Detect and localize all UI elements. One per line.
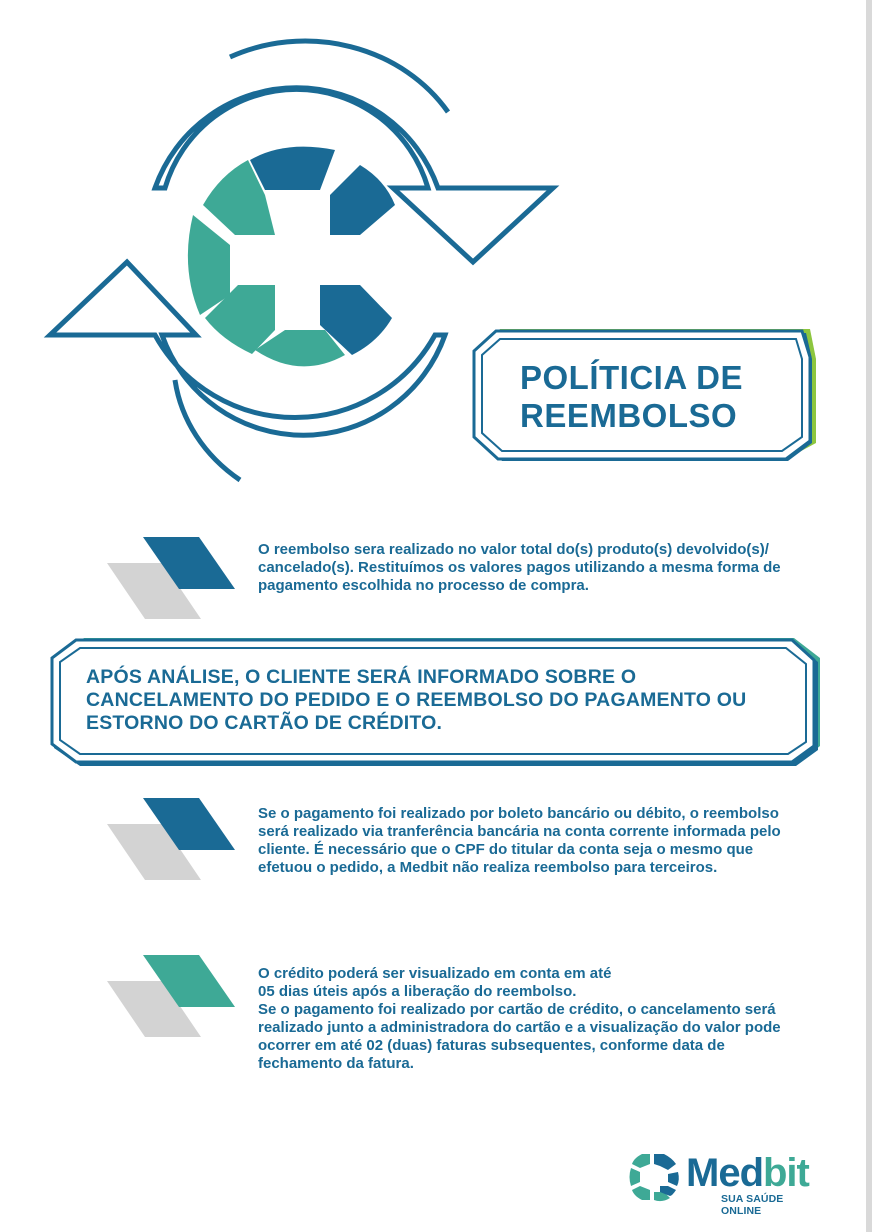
paragraph-credit-card: O crédito poderá ser visualizado em conta em até 05 dias úteis após a liberação do reembolso. Se o pagamento foi realizado por cartão de crédito, o cancelamento será realizado junto a administradora do cartão e a visualização do valor pode ocorrer em até 02 (duas) faturas subsequentes, conforme data de fechamento da fatura. — [258, 965, 781, 1072]
parallelogram-icon — [105, 953, 235, 1038]
logo-wordmark: Medbit — [686, 1151, 809, 1195]
parallelogram-icon — [105, 535, 235, 620]
title-box — [470, 325, 818, 465]
medbit-cross-icon — [628, 1150, 682, 1204]
medbit-logo — [628, 1150, 818, 1217]
page-right-edge — [866, 0, 872, 1232]
medical-cross-icon — [188, 147, 395, 367]
paragraph-bank-transfer: Se o pagamento foi realizado por boleto bancário ou débito, o reembolso será realizado via tranferência bancária na conta corrente informada pelo cliente. É necessário que o CPF do titular da conta seja o mesmo que efetuou o pedido, a Medbit não realiza reembolso para terceiros. — [258, 805, 781, 876]
page-title: POLÍTICIA DE REEMBOLSO — [520, 359, 743, 434]
paragraph-refund-value: O reembolso sera realizado no valor total do(s) produto(s) devolvido(s)/ cancelado(s). Restituímos os valores pagos utilizando a mesma forma de pagamento escolhida no processo de compra. — [258, 541, 781, 594]
notice-banner — [50, 636, 822, 766]
parallelogram-icon — [105, 796, 235, 881]
logo-tagline: SUA SAÚDE ONLINE — [721, 1193, 784, 1217]
banner-text: APÓS ANÁLISE, O CLIENTE SERÁ INFORMADO SOBRE O CANCELAMENTO DO PEDIDO E O REEMBOLSO DO PAGAMENTO OU ESTORNO DO CARTÃO DE CRÉDITO. — [86, 666, 747, 734]
